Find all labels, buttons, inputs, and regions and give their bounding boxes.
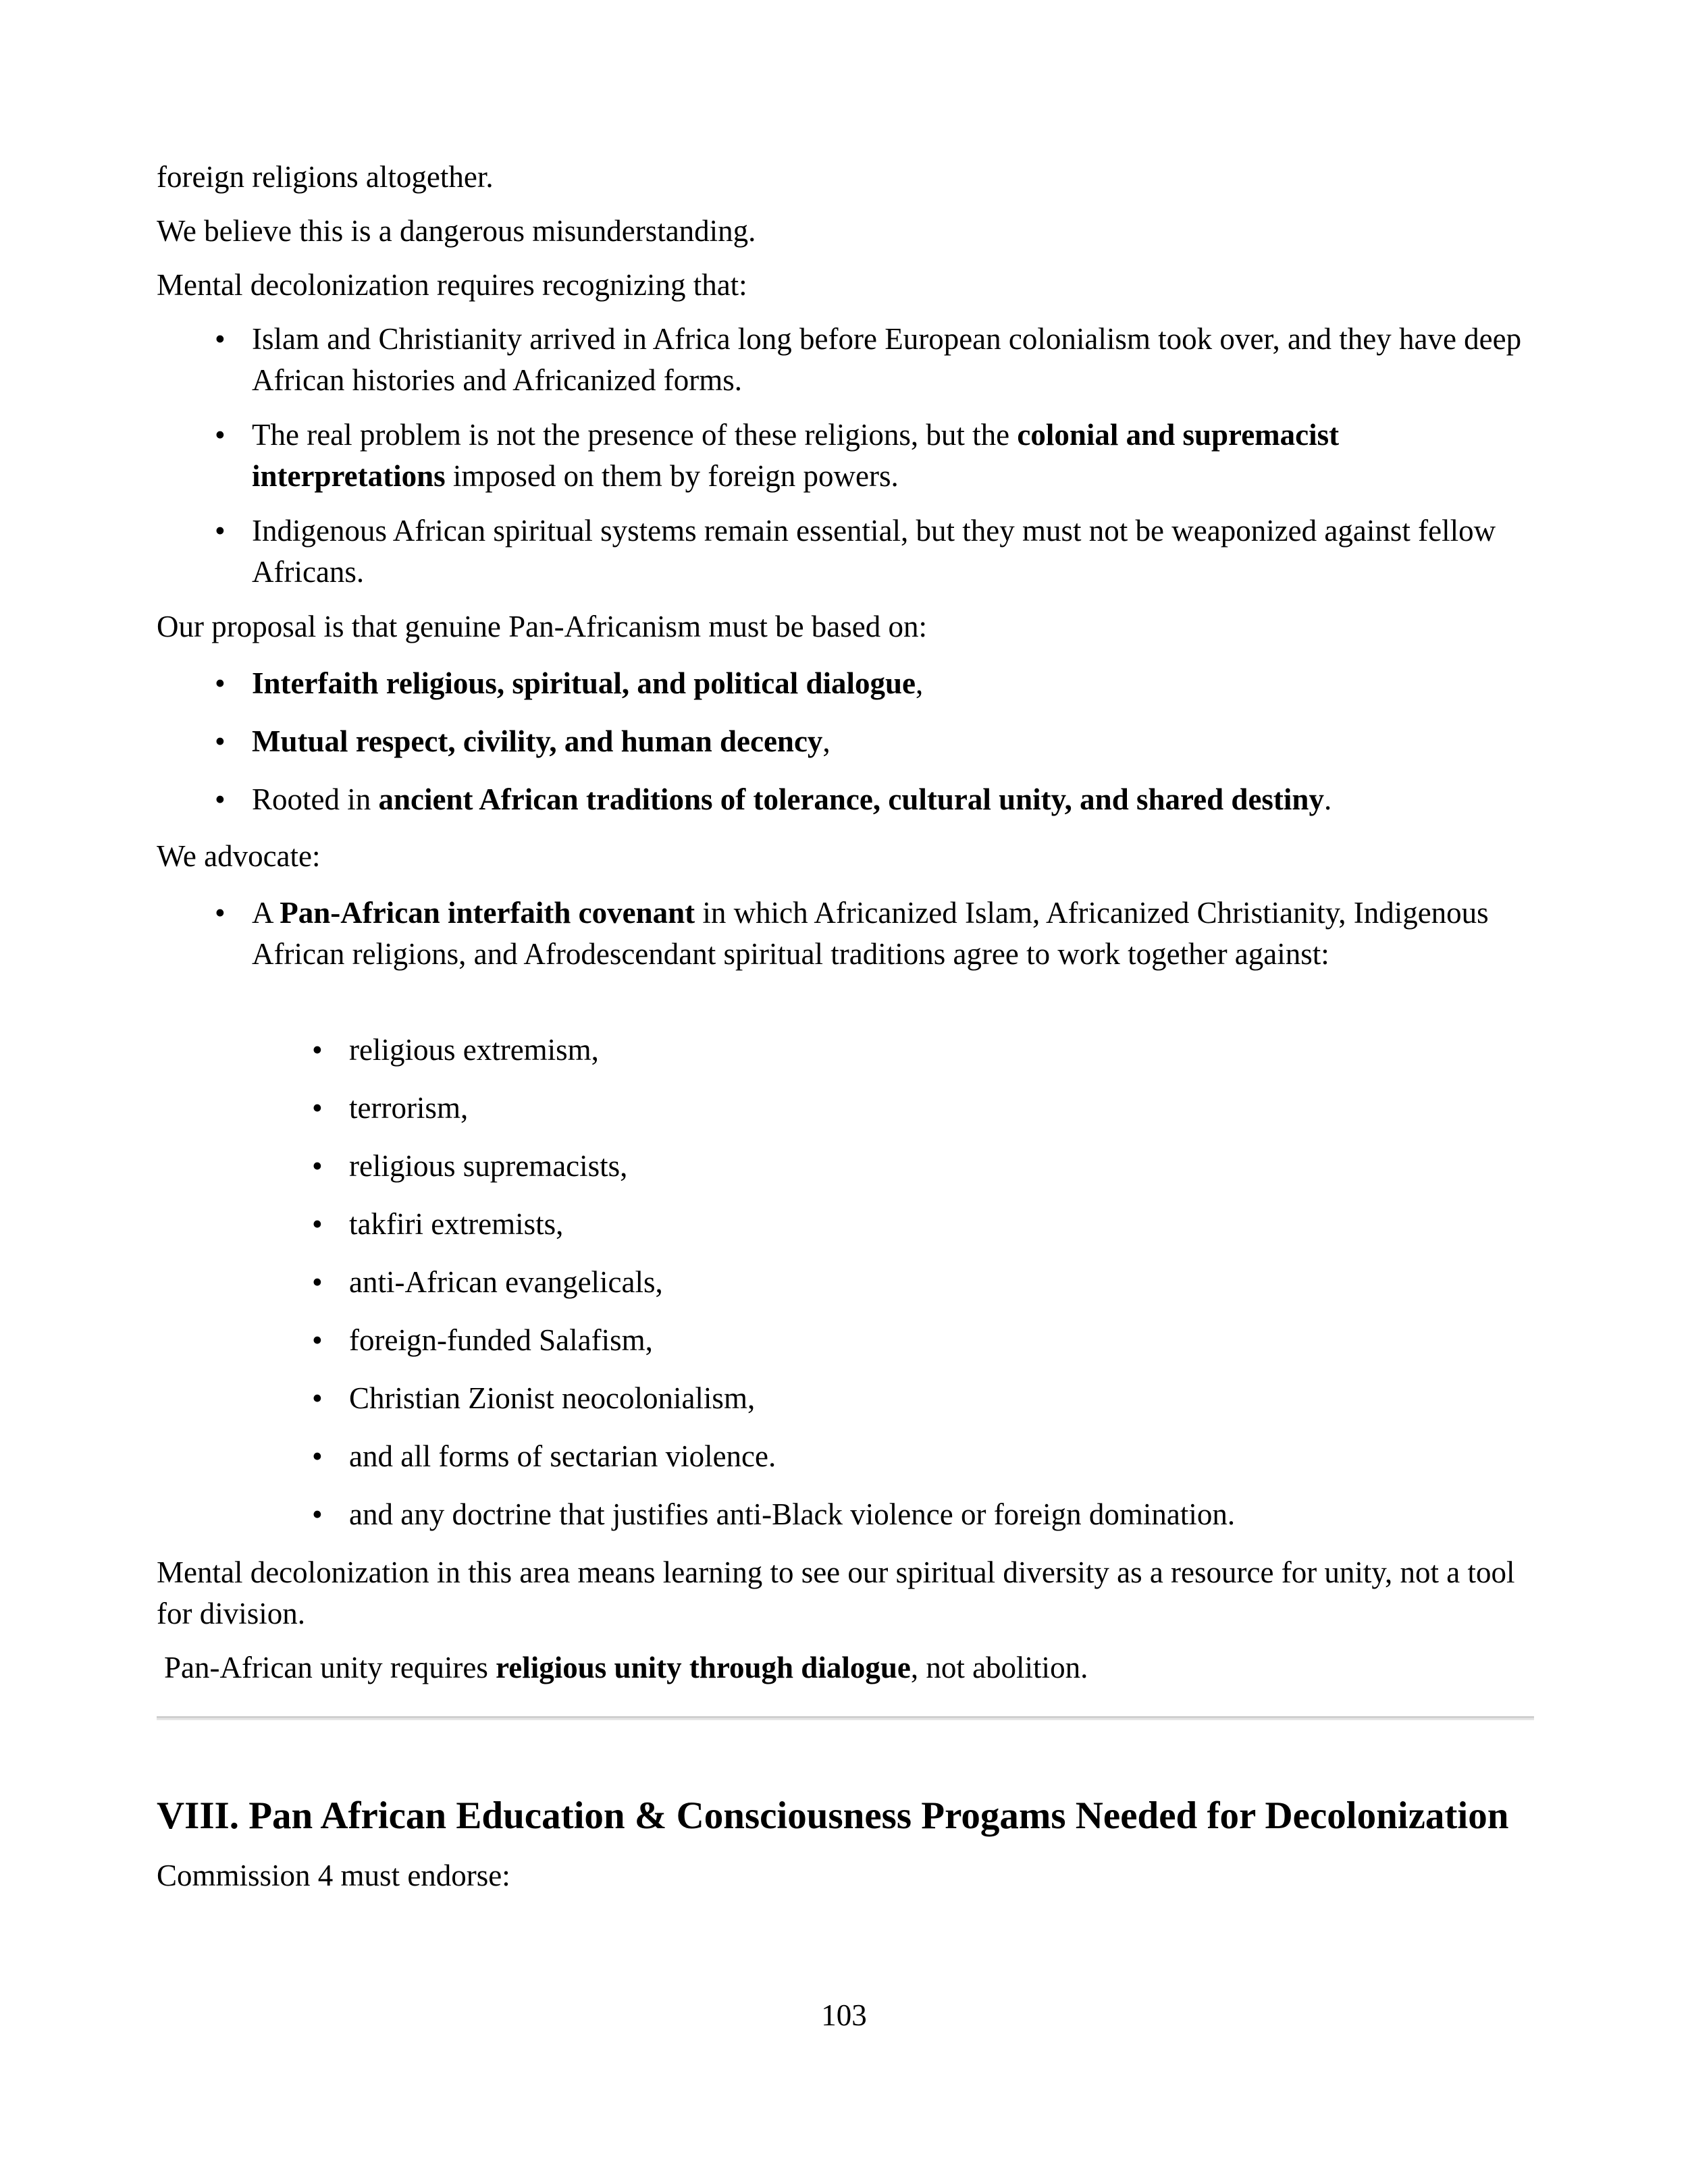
bullet-marker: • [312,1033,323,1067]
commission-line: Commission 4 must endorse: [157,1859,510,1892]
bullet-marker: • [312,1149,323,1183]
intro-line-1: foreign religions altogether. [157,160,494,194]
bullet-marker: • [215,724,226,758]
bold-run: ancient African traditions of tolerance, cultural unity, and shared destiny [378,782,1324,816]
advocate-intro: We advocate: [157,839,321,873]
sub-bullet-text: and any doctrine that justifies anti-Black violence or foreign domination. [349,1497,1236,1531]
text-run: A [252,896,280,930]
bullet-marker: • [215,514,226,548]
bullet-text [252,779,1525,820]
text-run: . [1323,782,1332,816]
horizontal-divider [157,1716,1534,1720]
bullet-marker: • [312,1091,323,1125]
intro-line-2: We believe this is a dangerous misunderstanding. [157,214,756,248]
sub-bullet-text: takfiri extremists, [349,1207,564,1241]
text-run: The real problem is not the presence of these religions, but the [252,418,1018,452]
unity-paragraph [164,1647,1541,1688]
sub-bullet-text: Christian Zionist neocolonialism, [349,1381,756,1415]
page-number: 103 [821,1998,867,2032]
bullet-marker: • [312,1323,323,1357]
bullet-marker: • [215,896,226,930]
bullet-marker: • [215,418,226,452]
text-run: Rooted in [252,782,379,816]
bold-run: Pan-African interfaith covenant [280,896,695,930]
text-run: , not abolition. [910,1651,1088,1684]
bullet-text: Islam and Christianity arrived in Africa long before European colonialism took over, and they have deep African histories and Africanized forms. [252,322,1522,397]
sub-bullet-text: terrorism, [349,1091,469,1125]
bullet-text [252,721,1525,762]
sub-bullet-text: anti-African evangelicals, [349,1265,663,1299]
sub-bullet-text: and all forms of sectarian violence. [349,1439,776,1473]
text-run: in which Africanized Islam, Africanized Christianity, Indigenous African religions, and Afrodescendant spiritual traditions agree to work together against: [252,896,1489,971]
bold-run: religious unity through dialogue [496,1651,911,1684]
text-run: , [822,724,830,758]
text-run: , [916,666,924,700]
bullet-marker: • [215,322,226,356]
closing-paragraph: Mental decolonization in this area means learning to see our spiritual diversity as a resource for unity, not a tool for division. [157,1555,1515,1630]
bullet-marker: • [312,1265,323,1299]
bullet-marker: • [215,666,226,700]
sub-bullet-text: foreign-funded Salafism, [349,1323,653,1357]
bold-run: colonial and supremacist interpretations [252,418,1340,493]
bold-run: Mutual respect, civility, and human decency [252,724,823,758]
text-run: Pan-African unity requires [164,1651,496,1684]
text-run: imposed on them by foreign powers. [445,459,899,493]
bullet-text [252,415,1525,497]
intro-line-3: Mental decolonization requires recognizing that: [157,268,747,302]
proposal-intro: Our proposal is that genuine Pan-Africanism must be based on: [157,610,928,643]
sub-bullet-text: religious supremacists, [349,1149,628,1183]
bullet-marker: • [312,1439,323,1473]
bullet-text: Indigenous African spiritual systems remain essential, but they must not be weaponized against fellow Africans. [252,514,1496,589]
bold-run: Interfaith religious, spiritual, and political dialogue [252,666,916,700]
section-heading: VIII. Pan African Education & Consciousness Progams Needed for Decolonization [157,1794,1509,1837]
bullet-marker: • [312,1497,323,1531]
sub-bullet-text: religious extremism, [349,1033,599,1067]
bullet-text [252,893,1525,975]
bullet-marker: • [312,1207,323,1241]
bullet-text [252,663,1525,704]
bullet-marker: • [312,1381,323,1415]
bullet-marker: • [215,782,226,816]
